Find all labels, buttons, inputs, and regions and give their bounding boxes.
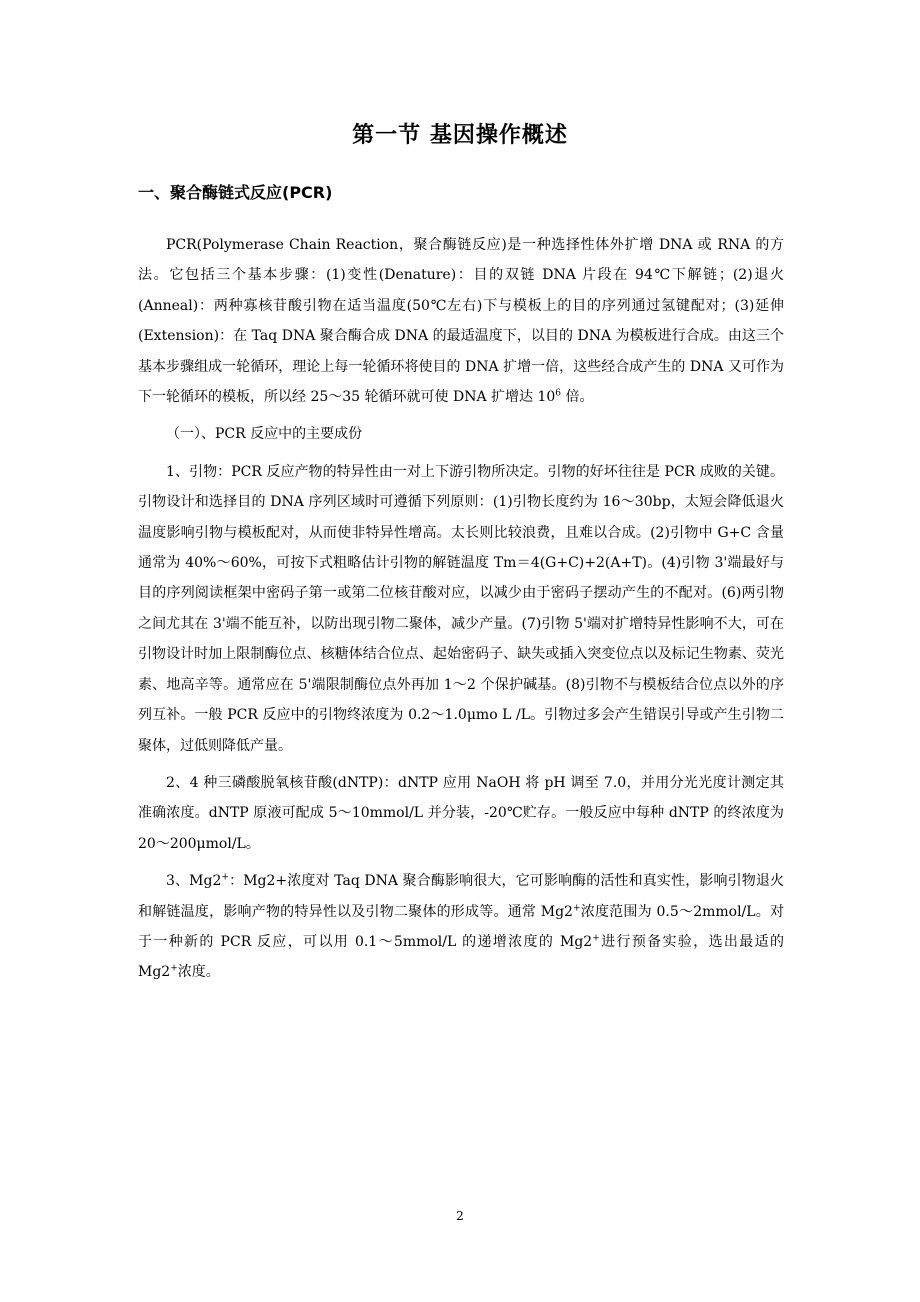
subheading: （一）、PCR 反应中的主要成份 — [166, 426, 363, 443]
superscript: + — [170, 963, 178, 974]
superscript: + — [572, 902, 581, 913]
item-mg — [138, 866, 784, 988]
intro-text: PCR(Polymerase Chain Reaction，聚合酶链反应)是一种选择性体外扩增 DNA 或 RNA 的方法。它包括三个基本步骤：(1)变性(Denature)：目的双链 DNA 片段在 94℃下解链；(2)退火(Anneal)：两种寡核苷酸引物在适当温度(50℃左右)下与模板上的目的序列通过氢键配对；(3)延伸(Extension)：在 Taq DNA 聚合酶合成 DNA 的最适温度下，以目的 DNA 为模板进行合成。由这三个基本步骤组成一轮循环，理论上每一轮循环将使目的 DNA 扩增一倍，这些经合成产生的 DNA 又可作为下一轮循环的模板，所以经 25～35 轮循环就可使 DNA 扩增达 10 — [138, 237, 784, 406]
intro-paragraph — [138, 230, 784, 412]
item-primer: 1、引物：PCR 反应产物的特异性由一对上下游引物所决定。引物的好坏往往是 PCR 成败的关键。引物设计和选择目的 DNA 序列区域时可遵循下列原则：(1)引物长度约为 16～30bp，太短会降低退火温度影响引物与模板配对，从而使非特异性增高。太长则比较浪费，且难以合成。(2)引物中 G+C 含量通常为 40%～60%，可按下式粗略估计引物的解链温度 Tm＝4(G+C)+2(A+T)。(4)引物 3'端最好与目的序列阅读框架中密码子第一或第二位核苷酸对应，以减少由于密码子摆动产生的不配对。(6)两引物之间尤其在 3'端不能互补，以防出现引物二聚体，减少产量。(7)引物 5'端对扩增特异性影响不大，可在引物设计时加上限制酶位点、核糖体结合位点、起始密码子、缺失或插入突变位点以及标记生物素、荧光素、地高辛等。通常应在 5'端限制酶位点外再加 1～2 个保护碱基。(8)引物不与模板结合位点以外的序列互补。一般 PCR 反应中的引物终浓度为 0.2～1.0μmo L /L。引物过多会产生错误引导或产生引物二聚体，过低则降低产量。 — [138, 463, 784, 754]
superscript: + — [221, 872, 229, 883]
exponent: 6 — [555, 388, 562, 399]
mg-text-4: 进行预备实验，选出最适的 Mg2 — [138, 933, 784, 981]
mg-text-1: 3、Mg2 — [166, 873, 222, 890]
superscript: + — [592, 933, 600, 944]
mg-text-3: 浓度范围为 0.5～2mmol/L。对于一种新的 PCR 反应，可以用 0.1～5mmol/L 的递增浓度的 Mg2 — [138, 903, 785, 950]
mg-text-5: 浓度。 — [177, 964, 220, 981]
page-title: 第一节 基因操作概述 — [352, 123, 568, 148]
item-dntp: 2、4 种三磷酸脱氧核苷酸(dNTP)：dNTP 应用 NaOH 将 pH 调至 7.0，并用分光光度计测定其准确浓度。dNTP 原液可配成 5～10mmol/L 并分装，-20℃贮存。一般反应中每种 dNTP 的终浓度为 20～200μmol/L。 — [138, 774, 784, 852]
mg-text-2: ：Mg2+浓度对 Taq DNA 聚合酶影响很大，它可影响酶的活性和真实性，影响引物退火和解链温度，影响产物的特异性以及引物二聚体的形成等。通常 Mg2 — [138, 873, 784, 920]
document-body — [138, 230, 784, 988]
section-heading: 一、聚合酶链式反应(PCR) — [138, 183, 333, 202]
page-number: 2 — [456, 1209, 464, 1223]
intro-tail: 倍。 — [561, 389, 594, 406]
